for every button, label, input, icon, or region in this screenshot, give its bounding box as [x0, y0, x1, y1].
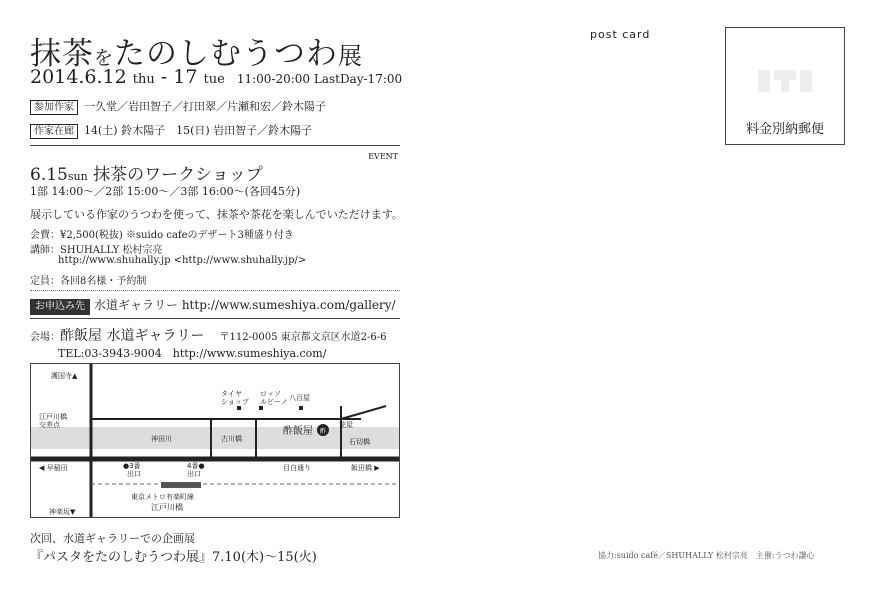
label-iidabashi: 飯田橋 ▶	[351, 464, 380, 472]
label-edogawabashi-crossing: 江戸川橋	[39, 413, 67, 421]
workshop-capacity: 定員：各回8名様・予約制	[30, 276, 147, 287]
venue-row	[30, 325, 387, 345]
postal-logo-icon	[754, 64, 816, 94]
label-edogawabashi-crossing-2: 交差点	[39, 421, 60, 429]
title-part: 展	[338, 42, 364, 70]
label-hanaya: 花屋	[339, 421, 353, 429]
label-exit4-2: 出口	[187, 470, 201, 478]
logo-part	[774, 70, 796, 80]
label-kandagawa: 神田川	[151, 435, 172, 443]
workshop-weekday: sun	[67, 170, 88, 183]
workshop-title	[30, 160, 263, 185]
divider	[30, 318, 400, 319]
weekday: thu	[132, 72, 155, 87]
apply-text[interactable]: 水道ギャラリー http://www.sumeshiya.com/gallery/	[94, 298, 396, 312]
lecturer-url[interactable]: http://www.shuhally.jp <http://www.shuhally.jp/>	[58, 255, 307, 266]
artists-tag: 参加作家	[30, 100, 78, 115]
next-exhibition-title: 『パスタをたのしむうつわ展』7.10(木)〜15(火)	[30, 550, 317, 565]
station-platform	[161, 482, 201, 488]
exhibition-dates	[30, 66, 402, 88]
road-diagonal	[341, 406, 386, 419]
presence-tag: 作家在廊	[30, 124, 78, 139]
venue-label: 会場：	[30, 332, 60, 343]
title-part: たのしむうつわ	[114, 36, 339, 72]
shop-marker	[259, 406, 263, 410]
label-gokokuji: 護国寺▲	[51, 372, 78, 380]
logo-part	[800, 70, 812, 92]
artists-row	[30, 98, 326, 115]
label-mejiro: 目白通り	[283, 464, 311, 472]
label-rosso-2: ルビーノ	[260, 398, 288, 406]
label-kagurazaka: 神楽坂▼	[49, 508, 76, 516]
river-band	[31, 427, 400, 449]
event-label: EVENT	[368, 152, 398, 161]
postage-stamp-box	[725, 27, 845, 145]
artists-names: 一久堂／岩田智子／打田翠／片瀬和宏／鈴木陽子	[84, 100, 326, 113]
workshop-times: 1部 14:00〜／2部 15:00〜／3部 16:00〜(各回45分)	[30, 185, 301, 198]
label-exit3-2: 出口	[127, 470, 141, 478]
date-start: 2014.6.12	[30, 66, 127, 88]
label-metro: 東京メトロ有楽町線	[131, 493, 194, 501]
credit-line: 協力:suido café／SHUHALLY 松村宗亮 主催:うつわ謙心	[598, 551, 815, 560]
weekday: tue	[203, 72, 225, 87]
apply-tag: お申込み先	[30, 299, 90, 315]
label-waseda: ◀ 早稲田	[39, 464, 68, 472]
shop-marker	[299, 406, 303, 410]
venue-address: 〒112-0005 東京都文京区水道2-6-6	[219, 332, 387, 343]
opening-hours: 11:00-20:00 LastDay-17:00	[236, 72, 403, 86]
venue-name: 酢飯屋 水道ギャラリー	[60, 328, 205, 344]
label-sumeshiya: 酢飯屋	[283, 426, 313, 437]
workshop-date: 6.15	[30, 165, 68, 185]
stamp-text: 料金別納郵便	[745, 122, 824, 137]
label-tire-shop-2: ショップ	[221, 398, 249, 406]
apply-row	[30, 296, 396, 315]
workshop-name: 抹茶のワークショップ	[93, 165, 263, 185]
logo-part	[781, 80, 789, 92]
venue-contact: TEL:03-3943-9004 http://www.sumeshiya.com/	[58, 347, 327, 360]
title-part: 抹茶	[30, 36, 94, 72]
workshop-lecturer: 講師：SHUHALLY 松村宗亮	[30, 245, 163, 256]
label-tire-shop: タイヤ	[221, 390, 242, 398]
sumeshiya-marker-label: 酢	[319, 428, 327, 435]
presence-row	[30, 122, 312, 139]
label-edogawabashi-station: 江戸川橋	[151, 503, 183, 512]
logo-part	[758, 70, 770, 92]
next-exhibition-intro: 次回、水道ギャラリーでの企画展	[30, 532, 195, 545]
title-part: を	[94, 47, 115, 69]
shop-marker	[237, 406, 241, 410]
label-ishikiri: 石切橋	[349, 438, 370, 446]
divider	[30, 145, 400, 146]
postcard-label: post card	[590, 28, 651, 41]
access-map	[30, 363, 400, 518]
label-yaoya: 八百屋	[289, 394, 310, 402]
presence-text: 14(土) 鈴木陽子 15(日) 岩田智子／鈴木陽子	[84, 124, 313, 137]
date-end: - 17	[154, 66, 198, 88]
label-exit4: 4番●	[187, 462, 205, 470]
label-rosso: ロッソ	[260, 390, 281, 398]
dotted-divider	[30, 290, 400, 291]
workshop-description: 展示している作家のうつわを使って、抹茶や茶花を楽しんでいただけます。	[30, 208, 403, 221]
label-bridge: 古川橋	[221, 435, 242, 443]
map-graphic	[31, 364, 400, 518]
label-exit3: ●3番	[123, 462, 141, 470]
workshop-fee: 会費：¥2,500(税抜) ※suido cafeのデザート3種盛り付き	[30, 230, 294, 241]
